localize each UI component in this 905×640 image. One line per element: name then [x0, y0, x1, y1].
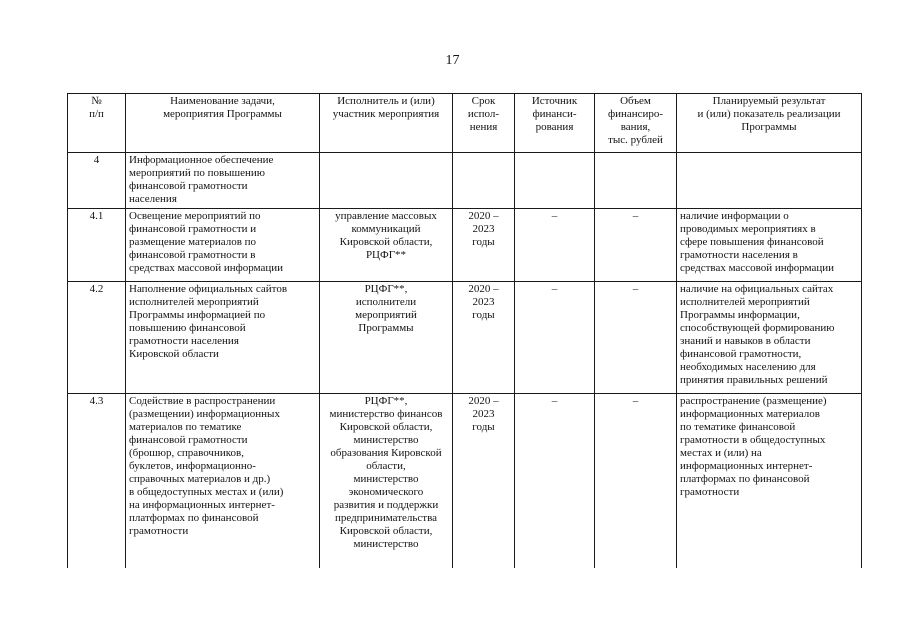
- table-row: [68, 153, 862, 209]
- cell-result: [677, 153, 862, 209]
- header-source: Источник финанси- рования: [515, 94, 595, 153]
- cell-task: Содействие в распространении (размещении) информационных материалов по тематике финансовой грамотности (брошюр, справочников, буклетов, информационно- справочных материалов и др.) в общедоступных местах и (или) на информационных интернет- платформах по финансовой грамотности: [126, 394, 320, 569]
- header-volume: Объем финансиро- вания, тыс. рублей: [595, 94, 677, 153]
- cell-result: наличие информации о проводимых мероприятиях в сфере повышения финансовой грамотности населения в средствах массовой информации: [677, 209, 862, 282]
- cell-number: 4: [68, 153, 126, 209]
- cell-task: Наполнение официальных сайтов исполнителей мероприятий Программы информацией по повышению финансовой грамотности населения Кировской области: [126, 282, 320, 394]
- cell-number: 4.3: [68, 394, 126, 569]
- cell-number: 4.2: [68, 282, 126, 394]
- page-number: 17: [445, 53, 460, 68]
- table-row: [68, 209, 862, 282]
- cell-task: Освещение мероприятий по финансовой грамотности и размещение материалов по финансовой грамотности в средствах массовой информации: [126, 209, 320, 282]
- cell-executor: РЦФГ**, министерство финансов Кировской области, министерство образования Кировской области, министерство экономического развития и поддержки предпринимательства Кировской области, министерство: [320, 394, 453, 569]
- table-row: [68, 394, 862, 569]
- program-measures-table: [67, 93, 862, 568]
- header-result: Планируемый результат и (или) показатель реализации Программы: [677, 94, 862, 153]
- cell-source: [515, 153, 595, 209]
- cell-executor: [320, 153, 453, 209]
- cell-term: 2020 – 2023 годы: [453, 209, 515, 282]
- cell-task: Информационное обеспечение мероприятий по повышению финансовой грамотности населения: [126, 153, 320, 209]
- cell-source: –: [515, 394, 595, 569]
- cell-result: наличие на официальных сайтах исполнителей мероприятий Программы информации, способствующей формированию знаний и навыков в области финансовой грамотности, необходимых населению для принятия правильных решений: [677, 282, 862, 394]
- cell-term: 2020 – 2023 годы: [453, 282, 515, 394]
- cell-executor: управление массовых коммуникаций Кировской области, РЦФГ**: [320, 209, 453, 282]
- cell-volume: –: [595, 282, 677, 394]
- table-row: [68, 282, 862, 394]
- header-number: № п/п: [68, 94, 126, 153]
- cell-number: 4.1: [68, 209, 126, 282]
- cell-term: [453, 153, 515, 209]
- cell-source: –: [515, 282, 595, 394]
- cell-volume: [595, 153, 677, 209]
- table-header-row: [68, 94, 862, 153]
- header-task: Наименование задачи, мероприятия Программы: [126, 94, 320, 153]
- cell-volume: –: [595, 394, 677, 569]
- cell-term: 2020 – 2023 годы: [453, 394, 515, 569]
- cell-volume: –: [595, 209, 677, 282]
- cell-source: –: [515, 209, 595, 282]
- header-executor: Исполнитель и (или) участник мероприятия: [320, 94, 453, 153]
- cell-executor: РЦФГ**, исполнители мероприятий Программы: [320, 282, 453, 394]
- header-term: Срок испол- нения: [453, 94, 515, 153]
- cell-result: распространение (размещение) информационных материалов по тематике финансовой грамотности в общедоступных местах и (или) на информационных интернет- платформах по финансовой грамотности: [677, 394, 862, 569]
